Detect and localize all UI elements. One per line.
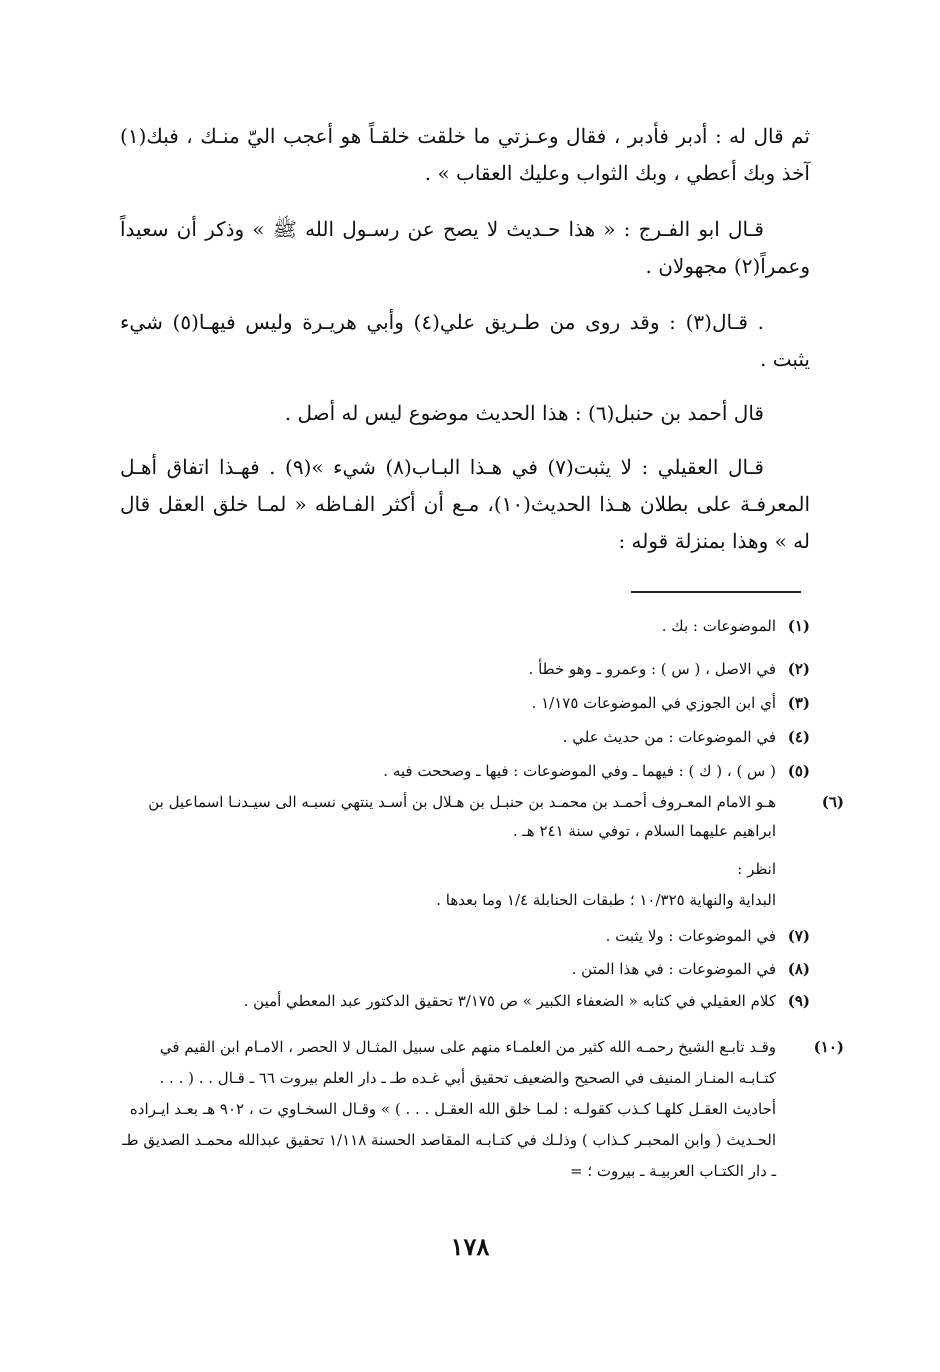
footnote-5: (٥)( س ) ، ( ك ) : فيهما ـ وفي الموضوعات : فيها ـ وصححت فيه . [383, 762, 810, 780]
paragraph-2: قـال ابو الفـرج : « هذا حـديث لا يصح عن رسـول الله ﷺ » وذكر أن سعيداً وعمراً(٢) مجهولان . [120, 217, 810, 278]
footnote-4: (٤)في الموضوعات : من حديث علي . [562, 728, 810, 746]
footnote-2: (٢)في الاصل ، ( س ) : وعمرو ـ وهو خطأ . [528, 660, 810, 678]
footnote-3: (٣)أي ابن الجوزي في الموضوعات ١/١٧٥ . [531, 694, 810, 712]
footnote-6-see: انظر : [737, 860, 776, 878]
paragraph-4: قال أحمد بن حنبل(٦) : هذا الحديث موضوع ليس له أصل . [284, 401, 764, 425]
paragraph-1: ثم قال له : أدبر فأدبر ، فقال وعـزتي ما خلقت خلقـاً هو أعجب اليّ منـك ، فبك(١) آخذ وبك أعطي ، وبك الثواب وعليك العقاب » . [120, 124, 810, 185]
footnote-6: (٦)هـو الامام المعـروف أحمـد بن محمـد بن حنبـل بن هـلال بن أسـد ينتهي نسبـه الى سيـدنـا اسماعيل بن ابراهيم عليهما السلام ، توفي سنة ٢٤١ هـ . [148, 793, 844, 840]
paragraph-5: قـال العقيلي : لا يثبت(٧) في هـذا البـاب(٨) شيء »(٩) . فهـذا اتفاق أهـل المعرفـة على بطلان هـذا الحديث(١٠)، مـع أن أكثر الفـاظه « لمـا خلق العقل قال له » وهذا بمنزلة قوله : [120, 455, 810, 553]
footnote-8: (٨)في الموضوعات : في هذا المتن . [571, 960, 810, 978]
paragraph-3: . قـال(٣) : وقد روى من طـريق علي(٤) وأبي هريـرة وليس فيهـا(٥) شيء يثبت . [120, 310, 810, 371]
footnote-1: (١)الموضوعات : بك . [661, 617, 810, 635]
footnote-10: (١٠)وقـد تابـع الشيخ رحمـه الله كثير من العلمـاء منهم على سبيل المثـال لا الحصر ، الامـام ابن القيم في كتـابـه المنـار المنيف في الصحيح والضعيف تحقيق أبي غـده طـ ـ دار العلم بيروت ٦٦ ـ قـال . . ( . . . أحاديث العقـل كلهـا كـذب كقولـه : لمـا خلق الله العقـل . . . ) » وقـال السخـاوي ت ، ٩٠٢ هـ بعـد ايـراده الحـديث ( وابن المحبـر كـذاب ) وذلـك في كتـابـه المقاصد الحسنة ١/١١٨ تحقيق عبدالله محمـد الصديق طـ ـ دار الكتـاب العربيـة ـ بيروت ؛ = [122, 1038, 844, 1180]
footnote-9: (٩)كلام العقيلي في كتابه « الضعفاء الكبير » ص ٣/١٧٥ تحقيق الدكتور عبد المعطي أمين . [243, 992, 810, 1010]
page-number: ١٧٨ [450, 1232, 490, 1261]
footnote-6-refs: البداية والنهاية ١٠/٣٢٥ ؛ طبقات الحنابلة ١/٤ وما بعدها . [436, 891, 776, 909]
footnote-7: (٧)في الموضوعات : ولا يثبت . [605, 927, 810, 945]
